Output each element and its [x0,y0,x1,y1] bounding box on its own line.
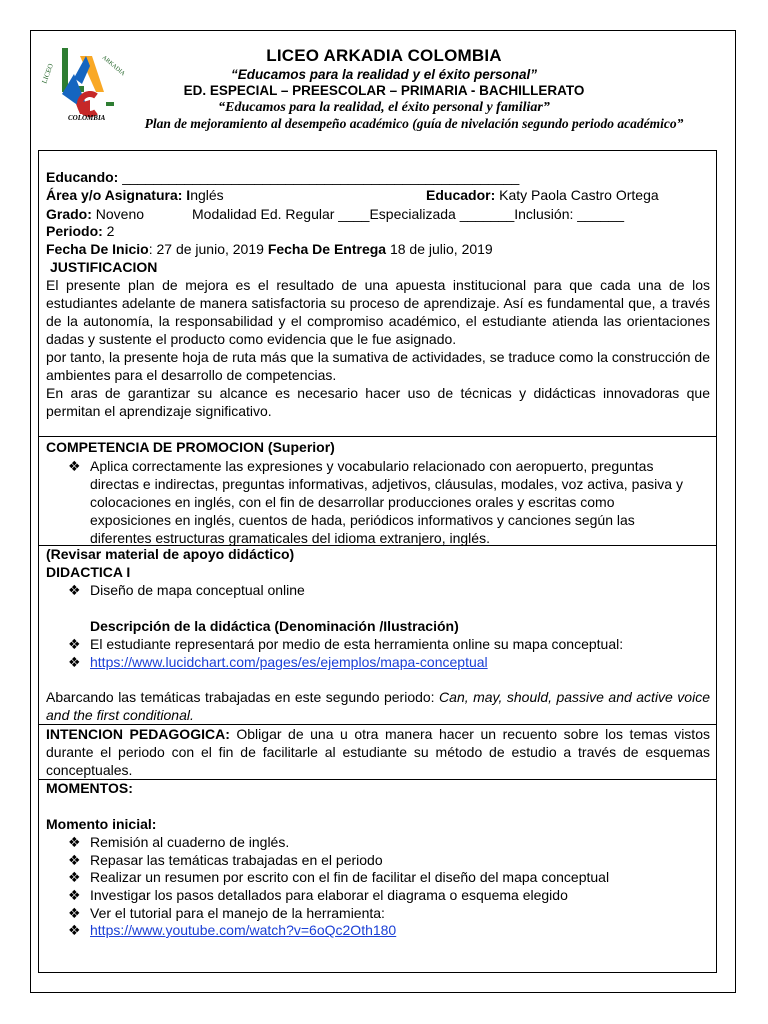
intencion-label: INTENCION PEDAGOGICA: [46,726,230,742]
abarcando-topics: Can, may, should, passive and active voice and the first conditional. [46,689,710,723]
entrega-label: Fecha De Entrega [267,241,387,257]
didactica-title: DIDACTICA I [46,564,131,580]
competencia-text: Aplica correctamente las expresiones y vocabulario relacionado con aeropuerto, preguntas directas e indirectas, preguntas informativas, adjetivos, cláusulas, modales, voz activa, pasiva y colocaciones en inglés, con el fin de desarrollar producciones orales y escritas como exposiciones en inglés, cuentos de hada, periódicos informativos y canciones según las diferentes estructuras gramaticales del idioma extranjero, inglés. [90,458,683,546]
diamond-bullet-icon: ❖ [68,887,81,903]
school-motto: “Educamos para la realidad y el éxito personal” [230,67,538,82]
periodo-row [46,222,114,240]
plan-title: Plan de mejoramiento al desempeño académico (guía de nivelación segundo periodo académico” [144,116,684,131]
competencia-item [68,457,698,547]
youtube-link[interactable]: https://www.youtube.com/watch?v=6oQc2Oth180 [90,922,397,938]
momentos-title: MOMENTOS: [46,780,133,796]
logo-caption: COLOMBIA [68,114,106,122]
diamond-bullet-icon: ❖ [68,636,81,652]
section-divider [38,436,717,437]
fechas-row [46,240,493,258]
school-motto-secondary: “Educamos para la realidad, el éxito personal y familiar” [218,100,550,115]
grado-row [46,205,144,223]
educador-label: Educador: [426,187,496,203]
abarcando-text: Abarcando las temáticas trabajadas en este segundo periodo: [46,689,440,705]
momento-item-text: Realizar un resumen por escrito con el fin de facilitar el diseño del mapa conceptual [90,869,610,885]
educando-row [46,168,519,186]
justificacion-paragraph-2: por tanto, la presente hoja de ruta más que la sumativa de actividades, se traduce como la construcción de ambientes para el desarrollo de competencias. [46,349,710,383]
momento-item-text: Investigar los pasos detallados para elaborar el diagrama o esquema elegido [90,887,568,903]
justificacion-paragraph-3: En aras de garantizar su alcance es necesario hacer uso de técnicas y didácticas innovadoras que permitan el aprendizaje significativo. [46,385,710,419]
didactica-item-text: Diseño de mapa conceptual online [90,582,305,598]
entrega-value: 18 de julio, 2019 [389,241,493,257]
momento-item-text: Remisión al cuaderno de inglés. [90,834,290,850]
diamond-bullet-icon: ❖ [68,905,81,921]
periodo-label: Periodo: [46,223,103,239]
justificacion-title: JUSTIFICACION [50,259,158,275]
momento-item-text: Ver el tutorial para el manejo de la herramienta: [90,905,385,921]
grado-label: Grado: [46,206,92,222]
abarcando-paragraph [46,688,710,724]
area-label: Área y/o Asignatura: I [46,187,191,203]
modalidad-row: Modalidad Ed. Regular ____Especializada _______Inclusión: ______ [192,206,624,222]
educador-value: Katy Paola Castro Ortega [499,187,659,203]
intencion-text: Obligar de una u otra manera hacer un recuento sobre los temas vistos durante el periodo con el fin de facilitarle al estudiante su método de estudio a través de esquemas conceptuales. [46,726,710,778]
area-value: nglés [190,187,224,203]
didactica-note: (Revisar material de apoyo didáctico) [46,546,295,562]
school-name: LICEO ARKADIA COLOMBIA [266,46,502,65]
inicio-label: Fecha De Inicio [46,241,149,257]
area-row [46,186,224,204]
descripcion-title: Descripción de la didáctica (Denominación /Ilustración) [90,618,459,634]
inicio-value: : 27 de junio, 2019 [148,241,264,257]
diamond-bullet-icon: ❖ [68,869,81,885]
lucidchart-link[interactable]: https://www.lucidchart.com/pages/es/ejemplos/mapa-conceptual [90,654,488,670]
descripcion-item-text: El estudiante representará por medio de esta herramienta online su mapa conceptual: [90,636,624,652]
justificacion-paragraph-1: El presente plan de mejora es el resultado de una apuesta institucional para que cada una de los estudiantes adelante de manera satisfactoria su proceso de aprendizaje. Así es fundamental que, a través de la autonomía, la responsabilidad y el compromiso académico, el estudiante atienda las orientaciones dadas y sustente el producto como evidencia que le fue asignado. [46,277,710,347]
educador-row [426,186,659,204]
diamond-bullet-icon: ❖ [68,834,81,850]
competencia-title: COMPETENCIA DE PROMOCION (Superior) [46,439,335,455]
educando-label: Educando: [46,169,119,185]
section-divider [38,779,717,780]
diamond-bullet-icon: ❖ [68,922,81,938]
momento-inicial-title: Momento inicial: [46,816,157,832]
momento-item-text: Repasar las temáticas trabajadas en el periodo [90,852,383,868]
educando-line: ___________________________________________________ [122,169,520,185]
diamond-bullet-icon: ❖ [68,654,81,670]
education-levels: ED. ESPECIAL – PREESCOLAR – PRIMARIA - BACHILLERATO [183,83,585,98]
intencion-paragraph [46,725,710,779]
periodo-value: 2 [106,223,115,239]
svg-text:ARKADIA: ARKADIA [100,54,126,78]
diamond-bullet-icon: ❖ [68,458,81,474]
diamond-bullet-icon: ❖ [68,582,81,598]
diamond-bullet-icon: ❖ [68,852,81,868]
svg-text:LICEO: LICEO [40,62,55,85]
grado-value: Noveno [95,206,145,222]
